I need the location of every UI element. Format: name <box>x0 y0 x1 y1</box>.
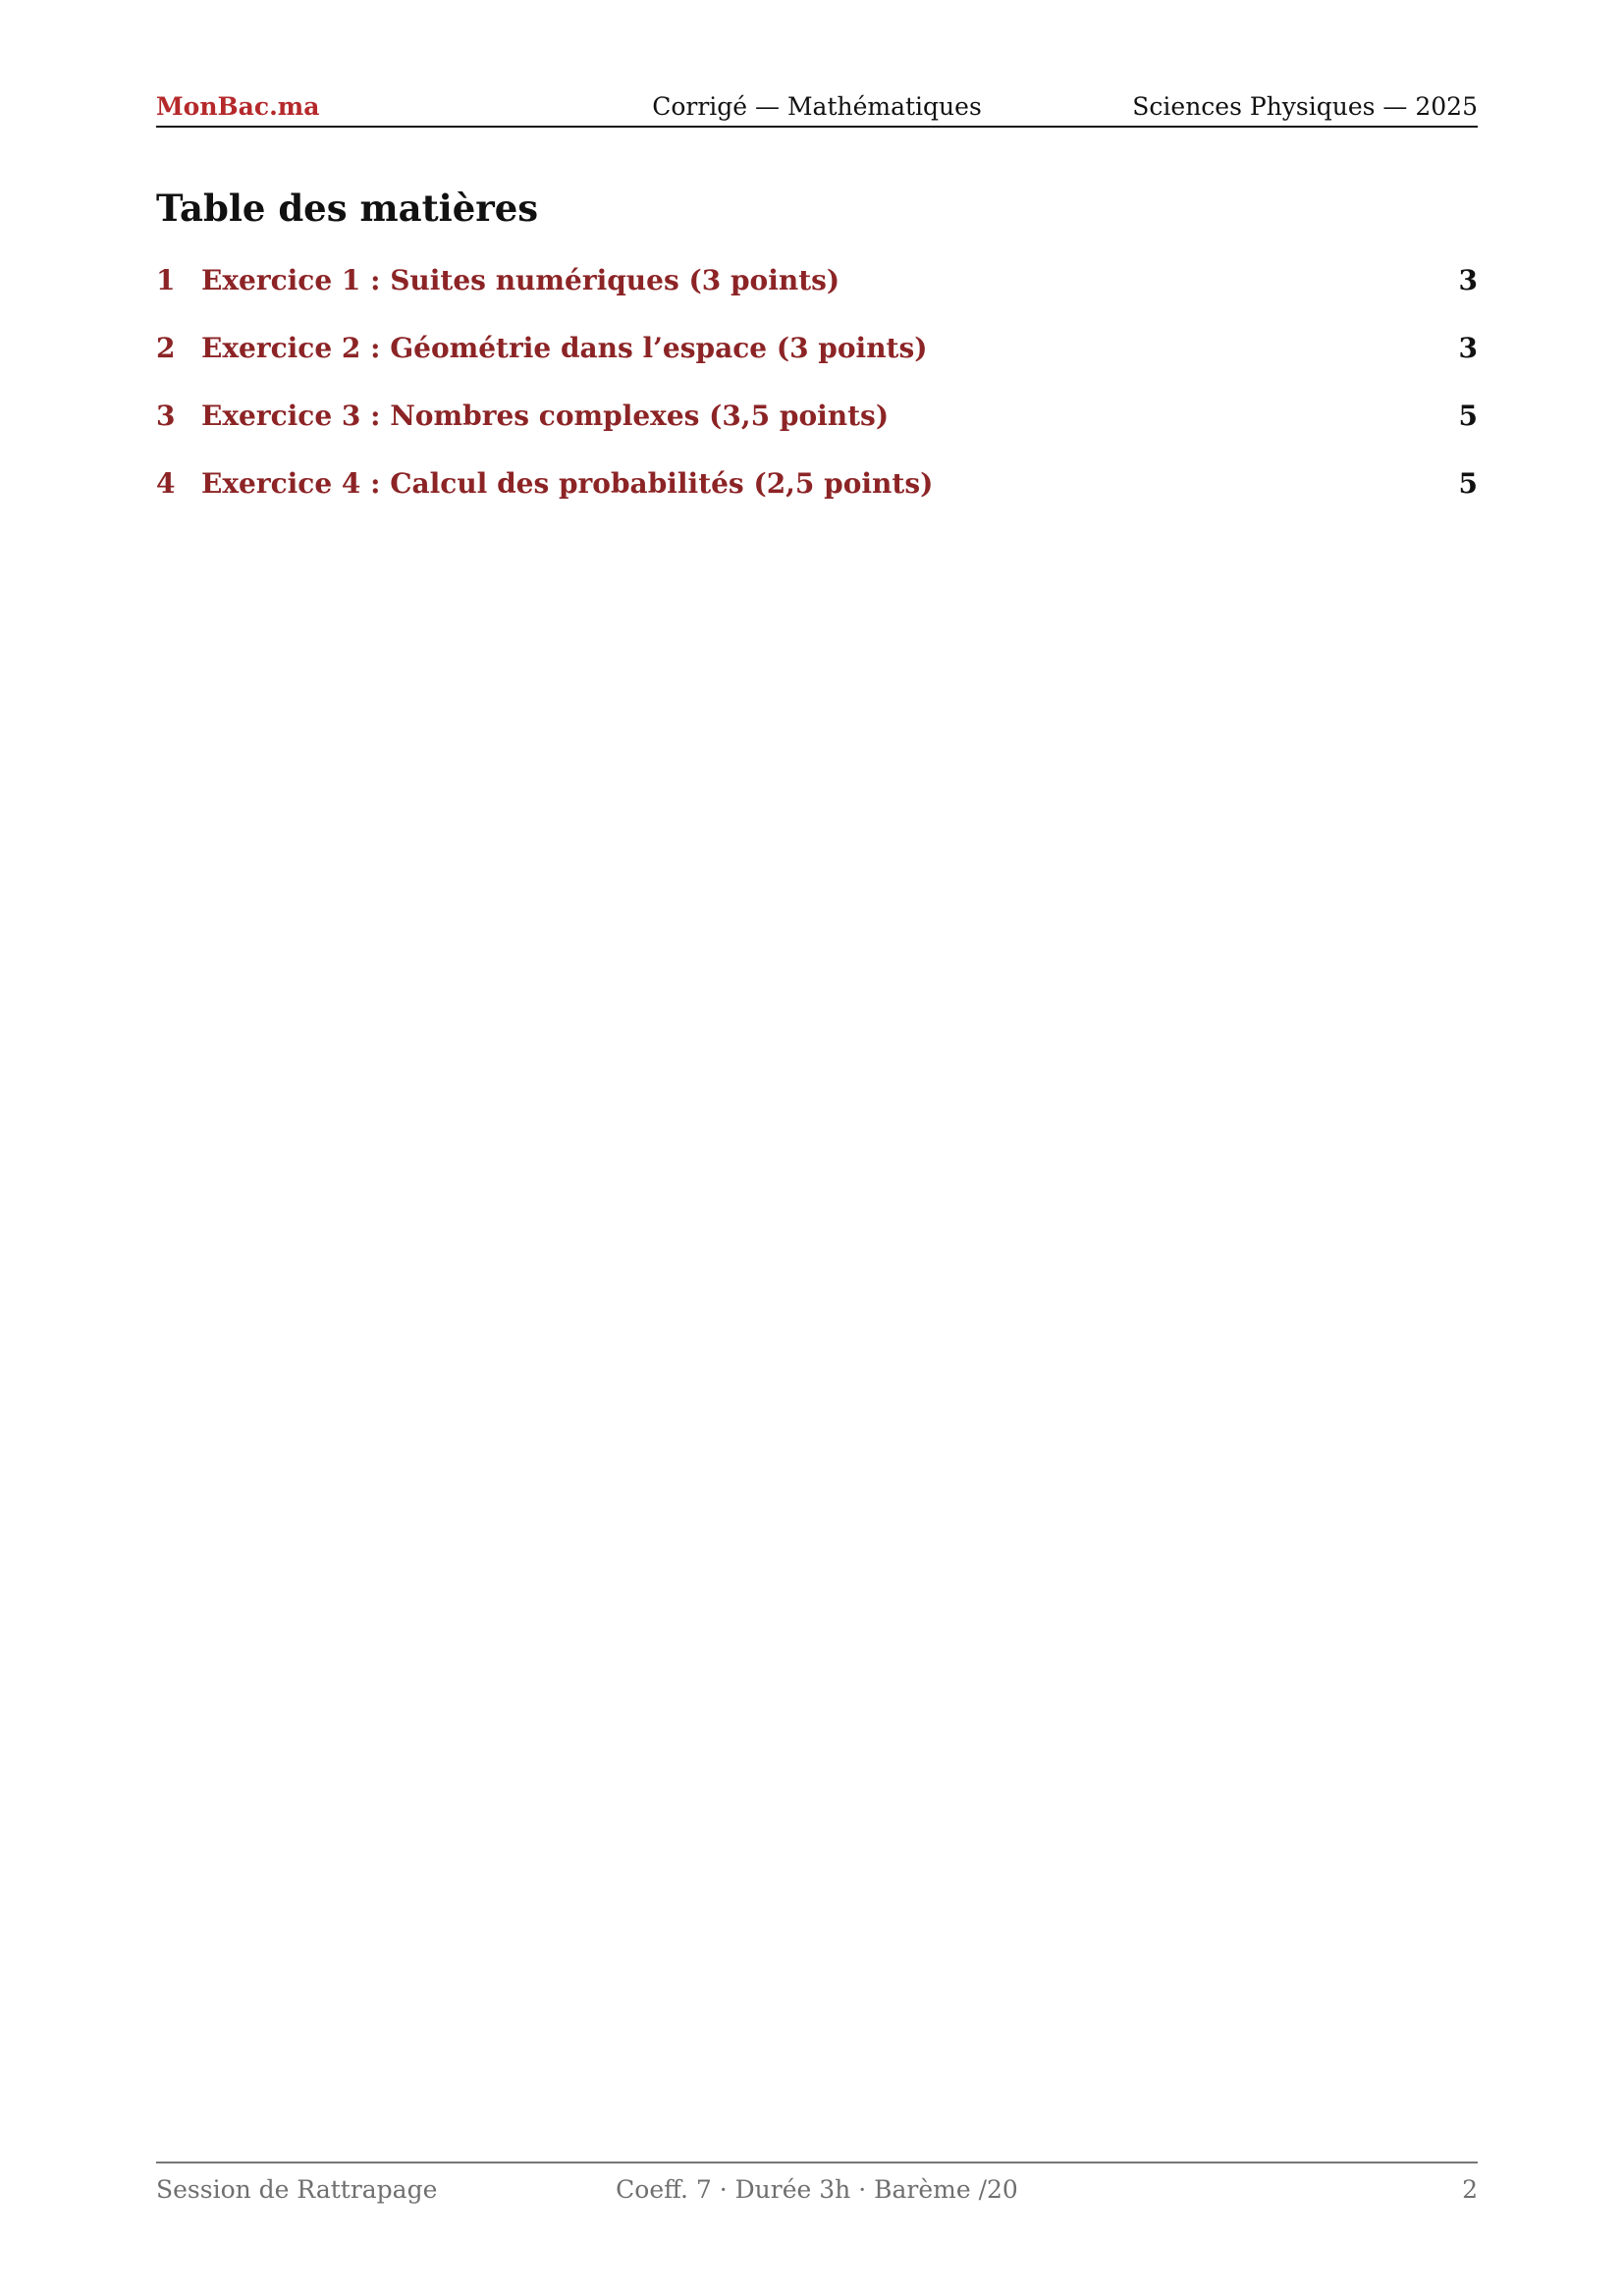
page-footer <box>156 2162 1478 2213</box>
toc-entry-number: 4 <box>156 467 176 500</box>
table-of-contents <box>156 261 1478 532</box>
toc-entry-title[interactable]: Exercice 2 : Géométrie dans l’espace (3 points) <box>201 332 928 364</box>
toc-entry-page[interactable]: 3 <box>1458 264 1478 296</box>
toc-entry-page[interactable]: 5 <box>1458 467 1478 500</box>
footer-exam-info: Coeff. 7 · Durée 3h · Barème /20 <box>616 2175 1018 2204</box>
brand-logo-text[interactable]: MonBac.ma <box>156 92 320 121</box>
toc-entry-title[interactable]: Exercice 4 : Calcul des probabilités (2,5 points) <box>201 467 934 500</box>
footer-session: Session de Rattrapage <box>156 2175 438 2204</box>
toc-heading: Table des matières <box>156 187 539 230</box>
toc-entry-number: 1 <box>156 264 176 296</box>
toc-entry-page[interactable]: 5 <box>1458 400 1478 432</box>
toc-entry-exercise-4[interactable] <box>156 464 1478 532</box>
toc-entry-title[interactable]: Exercice 1 : Suites numériques (3 points) <box>201 264 840 296</box>
toc-entry-exercise-1[interactable] <box>156 261 1478 329</box>
toc-entry-exercise-2[interactable] <box>156 329 1478 397</box>
footer-page-number: 2 <box>1462 2175 1478 2204</box>
page-header <box>156 90 1478 128</box>
toc-entry-number: 2 <box>156 332 176 364</box>
toc-entry-number: 3 <box>156 400 176 432</box>
toc-entry-exercise-3[interactable] <box>156 397 1478 464</box>
header-title: Corrigé — Mathématiques <box>652 92 982 121</box>
toc-entry-page[interactable]: 3 <box>1458 332 1478 364</box>
header-subject-year: Sciences Physiques — 2025 <box>1132 92 1478 121</box>
toc-entry-title[interactable]: Exercice 3 : Nombres complexes (3,5 points) <box>201 400 890 432</box>
